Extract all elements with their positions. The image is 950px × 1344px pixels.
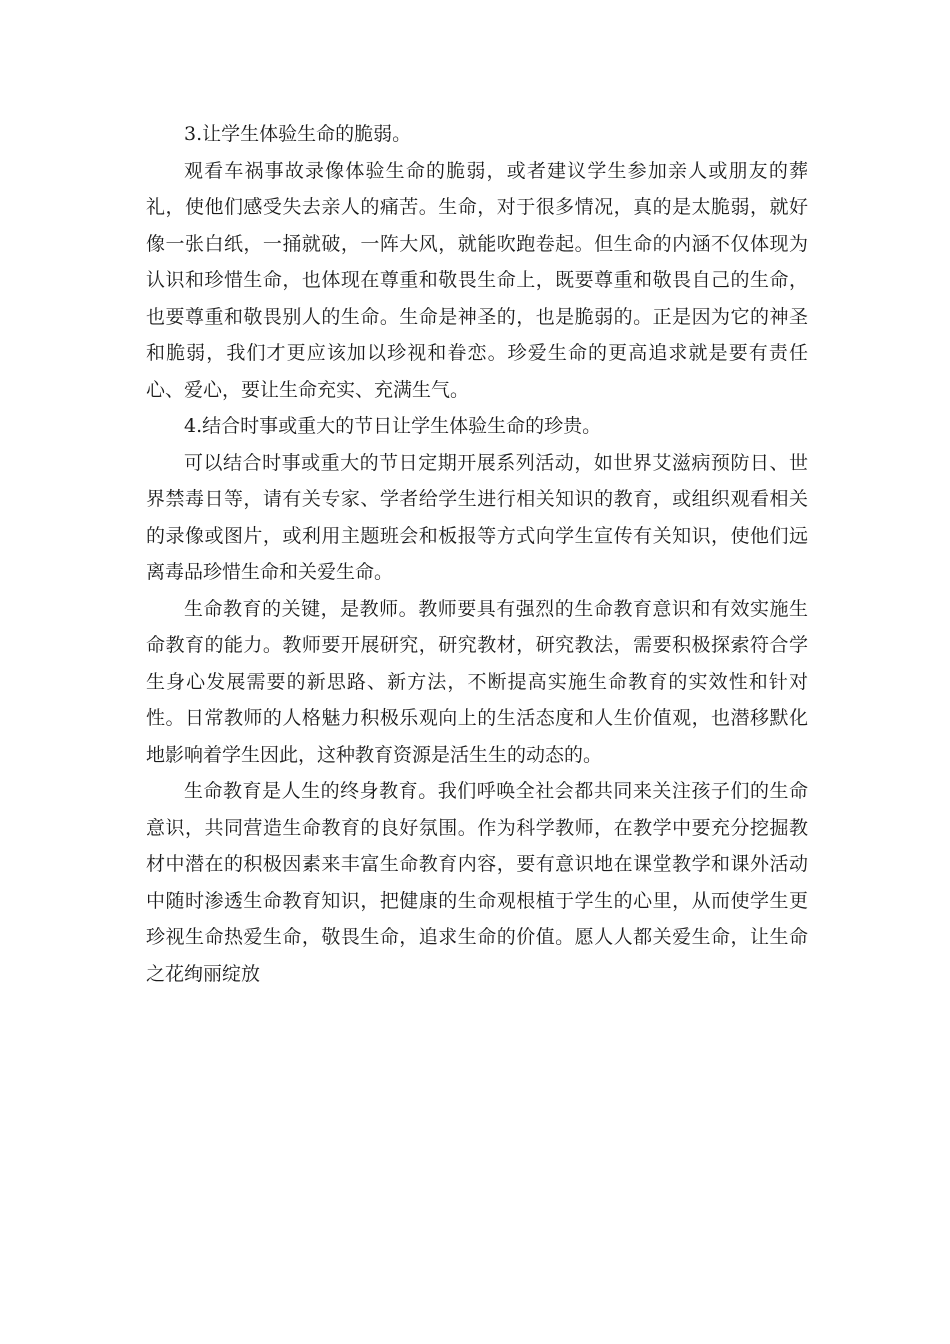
paragraph-teacher: 生命教育的关键，是教师。教师要具有强烈的生命教育意识和有效实施生命教育的能力。教师要开展研究，研究教材，研究教法，需要积极探索符合学生身心发展需要的新思路、新方法，不断提高实施生命教育的实效性和针对性。日常教师的人格魅力积极乐观向上的生活态度和人生价值观，也潜移默化地影响着学生因此，这种教育资源是活生生的动态的。 [146,597,808,766]
paragraph-heading-4: 4.结合时事或重大的节日让学生体验生命的珍贵。 [184,415,602,437]
paragraph-fragility: 观看车祸事故录像体验生命的脆弱，或者建议学生参加亲人或朋友的葬礼，使他们感受失去亲人的痛苦。生命，对于很多情况，真的是太脆弱，就好像一张白纸，一捅就破，一阵大风，就能吹跑卷起。但生命的内涵不仅体现为认识和珍惜生命，也体现在尊重和敬畏生命上，既要尊重和敬畏自己的生命，也要尊重和敬畏别人的生命。生命是神圣的，也是脆弱的。正是因为它的神圣和脆弱，我们才更应该加以珍视和眷恋。珍爱生命的更高追求就是要有责任心、爱心，要让生命充实、充满生气。 [146,159,808,401]
paragraph-lifelong: 生命教育是人生的终身教育。我们呼唤全社会都共同来关注孩子们的生命意识，共同营造生命教育的良好氛围。作为科学教师，在教学中要充分挖掘教材中潜在的积极因素来丰富生命教育内容，要有意识地在课堂教学和课外活动中随时渗透生命教育知识，把健康的生命观根植于学生的心里，从而使学生更珍视生命热爱生命，敬畏生命，追求生命的价值。愿人人都关爱生命，让生命之花绚丽绽放 [146,780,808,985]
paragraph-events: 可以结合时事或重大的节日定期开展系列活动，如世界艾滋病预防日、世界禁毒日等，请有关专家、学者给学生进行相关知识的教育，或组织观看相关的录像或图片，或利用主题班会和板报等方式向学生宣传有关知识，使他们远离毒品珍惜生命和关爱生命。 [146,451,808,583]
document-body [146,116,808,992]
paragraph-heading-3: 3.让学生体验生命的脆弱。 [184,123,412,145]
